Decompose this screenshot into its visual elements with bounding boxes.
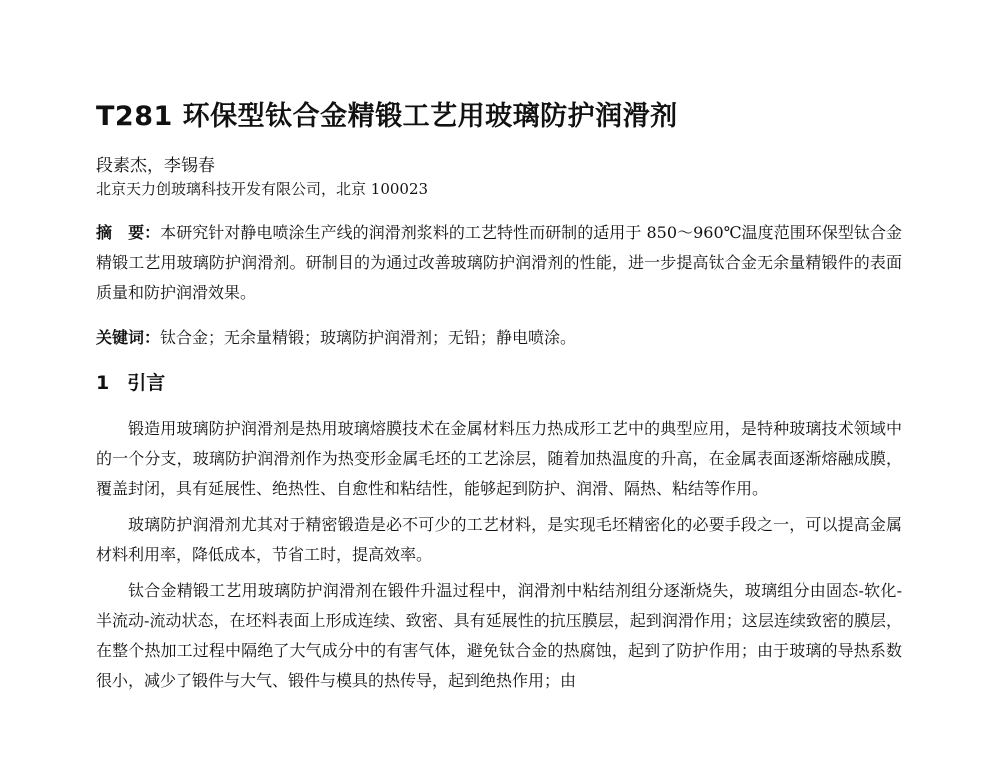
authors: 段素杰，李锡春 <box>96 156 215 176</box>
section-number: 1 <box>96 372 110 394</box>
paragraph: 钛合金精锻工艺用玻璃防护润滑剂在锻件升温过程中，润滑剂中粘结剂组分逐渐烧失，玻璃组分由固态-软化-半流动-流动状态，在坯料表面上形成连续、致密、具有延展性的抗压膜层，起到润滑作用；这层连续致密的膜层，在整个热加工过程中隔绝了大气成分中的有害气体，避免钛合金的热腐蚀，起到了防护作用；由于玻璃的导热系数很小，减少了锻件与大气、锻件与模具的热传导，起到绝热作用；由 <box>96 581 902 690</box>
affiliation: 北京天力创玻璃科技开发有限公司，北京 100023 <box>96 180 429 198</box>
keywords <box>96 325 576 348</box>
section-title: 引言 <box>127 372 166 394</box>
keywords-label: 关键词： <box>96 328 161 347</box>
paper-title: T281 环保型钛合金精锻工艺用玻璃防护润滑剂 <box>96 101 678 132</box>
section-heading <box>96 368 165 395</box>
abstract-label: 摘 要： <box>96 223 161 242</box>
paragraph: 玻璃防护润滑剂尤其对于精密锻造是必不可少的工艺材料，是实现毛坯精密化的必要手段之一，可以提高金属材料利用率，降低成本，节省工时，提高效率。 <box>96 515 902 564</box>
keywords-text: 钛合金；无余量精锻；玻璃防护润滑剂；无铅；静电喷涂。 <box>160 328 577 347</box>
abstract-text: 本研究针对静电喷涂生产线的润滑剂浆料的工艺特性而研制的适用于 850～960℃温度范围环保型钛合金精锻工艺用玻璃防护润滑剂。研制目的为通过改善玻璃防护润滑剂的性能，进一步提高钛合金无余量精锻件的表面质量和防护润滑效果。 <box>96 223 902 302</box>
abstract <box>96 218 902 308</box>
paragraph: 锻造用玻璃防护润滑剂是热用玻璃熔膜技术在金属材料压力热成形工艺中的典型应用，是特种玻璃技术领域中的一个分支，玻璃防护润滑剂作为热变形金属毛坯的工艺涂层，随着加热温度的升高，在金属表面逐渐熔融成膜，覆盖封闭，具有延展性、绝热性、自愈性和粘结性，能够起到防护、润滑、隔热、粘结等作用。 <box>96 419 902 498</box>
body-text <box>96 414 902 702</box>
